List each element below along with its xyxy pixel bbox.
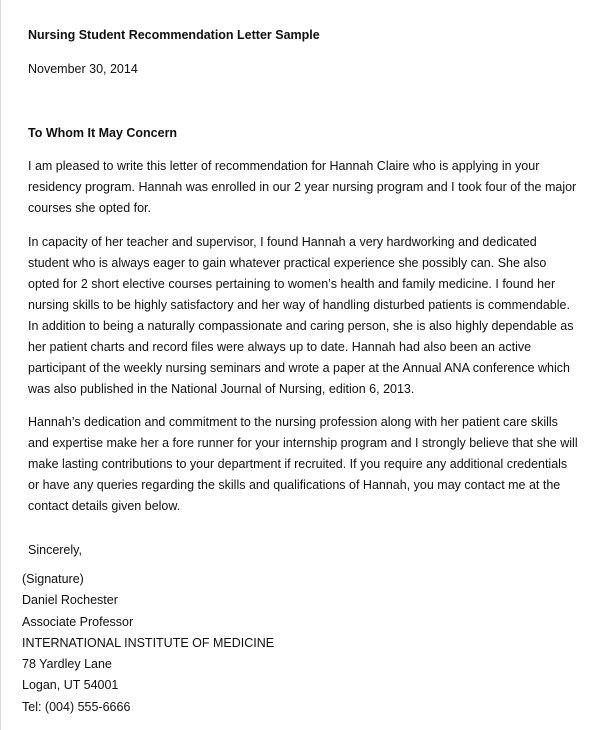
letter-salutation: To Whom It May Concern [28, 126, 178, 140]
signer-position: Associate Professor [22, 614, 134, 629]
signature-line: (Signature) [22, 572, 84, 586]
address-city: Logan, UT 54001 [22, 678, 119, 693]
letter-title: Nursing Student Recommendation Letter Sample [28, 28, 320, 42]
letter-closing: Sincerely, [28, 543, 82, 557]
signature-block [22, 569, 274, 718]
letter-date: November 30, 2014 [28, 62, 138, 76]
address-street: 78 Yardley Lane [22, 657, 112, 672]
body-paragraph-3: Hannah’s dedication and commitment to the nursing profession along with her patient care skills and expertise make her a fore runner for your internship program and I strongly believe that she will make lasting contributions to your department if recruited. If you require any additional credentials or have any queries regarding the skills and qualifications of Hannah, you may contact me at the contact details given below. [28, 415, 578, 513]
body-paragraph-1: I am pleased to write this letter of recommendation for Hannah Claire who is applying in your residency program. Hannah was enrolled in our 2 year nursing program and I took four of the major courses she opted for. [28, 159, 577, 215]
signer-institution: INTERNATIONAL INSTITUTE OF MEDICINE [22, 635, 275, 650]
contact-phone: Tel: (004) 555-6666 [22, 699, 131, 714]
body-paragraph-2: In capacity of her teacher and supervisor, I found Hannah a very hardworking and dedicated student who is always eager to gain whatever practical experience she possibly can. She also opted for 2 short elective courses pertaining to women’s health and family medicine. I found her nursing skills to be highly satisfactory and her way of handling disturbed patients is commendable. In addition to being a naturally compassionate and caring person, she is also highly dependable as her patient charts and record files were always up to date. Hannah had also been an active participant of the weekly nursing seminars and wrote a paper at the Annual ANA conference which was also published in the National Journal of Nursing, edition 6, 2013. [28, 235, 574, 396]
signer-name: Daniel Rochester [22, 593, 118, 608]
